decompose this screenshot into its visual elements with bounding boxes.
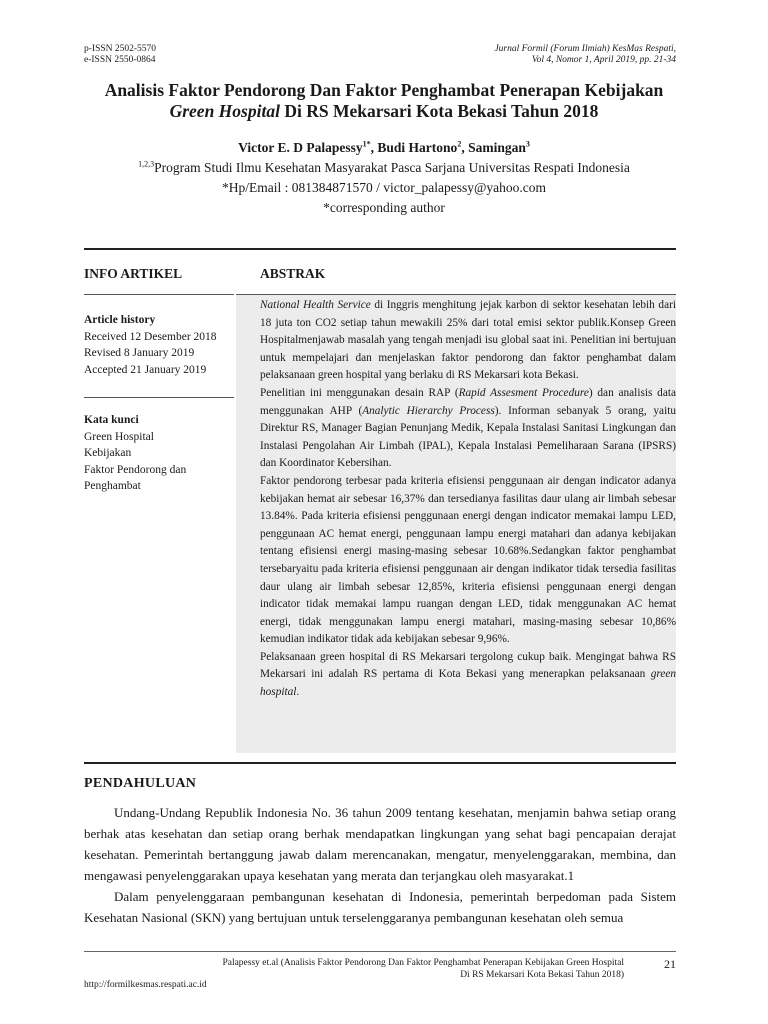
- abstract-p2-c: ) dan analisis data menggunakan AHP (: [260, 386, 676, 417]
- info-artikel-heading: INFO ARTIKEL: [84, 266, 183, 281]
- abstract-text: [260, 297, 676, 702]
- citation-line-2: Di RS Mekarsari Kota Bekasi Tahun 2018): [460, 970, 624, 980]
- affiliation: [60, 158, 708, 178]
- journal-info: [494, 44, 676, 66]
- journal-volume: Vol 4, Nomor 1, April 2019, pp. 21-34: [531, 55, 676, 65]
- issn-block: [84, 44, 156, 66]
- keywords: [84, 412, 234, 495]
- abstract-p1-text: di Inggris menghitung jejak karbon di sektor kesehatan lebih dari 18 juta ton CO2 setiap tahun mewakili 25% dari total emisi sektor publik.Konsep Green Hospitalmenjawab masalah yang tengah menjadi isu global saat ini. Penelitian ini bertujuan untuk mempelajari dan menjelaskan faktor pendorong dan faktor penghambat dalam pelaksanaan green hospital yang berlaku di RS Mekarsari kota Bekasi.: [260, 299, 676, 382]
- journal-name: Jurnal Formil (Forum Ilmiah) KesMas Respati,: [494, 44, 676, 54]
- keyword: Penghambat: [84, 480, 141, 492]
- accepted-date: Accepted 21 January 2019: [84, 363, 207, 376]
- pendahuluan-heading: PENDAHULUAN: [84, 776, 197, 791]
- introduction-body: [84, 802, 676, 928]
- author-1: Victor E. D Palapessy: [238, 140, 363, 155]
- keywords-label: Kata kunci: [84, 414, 139, 426]
- abstract-p4-italic: green hospital: [260, 668, 676, 699]
- title-italic-term: Green Hospital: [169, 101, 280, 121]
- abstract-paragraph-1: [260, 297, 676, 385]
- title-line-2: [60, 101, 708, 122]
- abstract-paragraph-2: [260, 385, 676, 473]
- corresponding-author: *corresponding author: [323, 200, 445, 215]
- keyword: Green Hospital: [84, 430, 154, 443]
- citation-line-1: Palapessy et.al (Analisis Faktor Pendorong Dan Faktor Penghambat Penerapan Kebijakan Green Hospital: [222, 958, 624, 968]
- author-2: , Budi Hartono: [370, 140, 458, 155]
- abstract-p2-italic-2: Analytic Hierarchy Process: [362, 404, 495, 417]
- abstract-p2-a: Penelitian ini menggunakan desain RAP (: [260, 386, 459, 399]
- article-history: [84, 312, 234, 378]
- title-line-1: Analisis Faktor Pendorong Dan Faktor Penghambat Penerapan Kebijakan: [104, 80, 664, 100]
- author-2-sup: 2: [457, 139, 462, 149]
- top-divider: [84, 248, 676, 250]
- abstract-paragraph-3: Faktor pendorong terbesar pada kriteria efisiensi penggunaan air dengan indicator adanya kebijakan hemat air sebesar 16,37% dan tersedianya fasilitas daur ulang air limbah sebesar 13.84%. Pada kriteria efisiensi penggunaan energi dengan indicator memakai lampu LED, penggunaan AC hemat energi, penggunaan lampu energi matahari dan adanya kebijakan tentang efisiensi energi masing-masing sebesar 10.68%.Sedangkan faktor penghambat tersebaryaitu pada kriteria efisiensi penggunaan air dengan indikator tidak tersedia fasilitas daur ulang air limbah sebesar 12,85%, kriteria efisiensi penggunaan energi dengan indicator tidak memakai lampu ruangan dengan LED, tidak menggunakan AC hemat energi, tidak menggunakan lampu energi matahari, masing-masing sebesar 10,86% kemudian indikator tidak ada kebijakan sebesar 9,96%.: [260, 474, 676, 646]
- abstract-p2-e: ). Informan sebanyak 5 orang, yaitu Direktur RS, Manager Bagian Penunjang Medik, Kepala Instalasi Sanitasi Lingkungan dan Instalasi Pengolahan Air Limbah (IPAL), Kepala Instalasi Pemeliharaan Sarana (IPSRS) dan Koordinator Kebersihan.: [260, 404, 676, 470]
- abstract-p4-c: .: [296, 686, 300, 699]
- intro-paragraph-1: Undang-Undang Republik Indonesia No. 36 tahun 2009 tentang kesehatan, menjamin bahwa setiap orang berhak atas kesehatan dan setiap orang berhak mendapatkan lingkungan yang sehat bagi pencapaian derajat kesehatan. Pemerintah bertanggung jawab dalam merencanakan, mengatur, menyelenggarakan, membina, dan mengawasi penyelenggarakan upaya kesehatan yang merata dan terjangkau oleh masyarakat.1: [84, 805, 676, 883]
- affiliation-text: Program Studi Ilmu Kesehatan Masyarakat Pasca Sarjana Universitas Respati Indonesia: [154, 160, 630, 175]
- info-divider-middle: [84, 397, 234, 398]
- abstract-bottom-divider: [84, 762, 676, 764]
- journal-url-link[interactable]: http://formilkesmas.respati.ac.id: [84, 980, 207, 990]
- abstract-italic-term: National Health Service: [260, 299, 371, 311]
- author-block: [60, 138, 708, 218]
- abstract-p4-a: Pelaksanaan green hospital di RS Mekarsari tergolong cukup baik. Mengingat bahwa RS Mekarsari ini adalah RS pertama di Kota Bekasi yang menerapkan pelaksanaan: [260, 650, 676, 681]
- paper-title: [60, 80, 708, 122]
- author-1-sup: 1*: [362, 139, 371, 149]
- footer-citation: [180, 957, 624, 981]
- title-line-2-rest: Di RS Mekarsari Kota Bekasi Tahun 2018: [279, 101, 599, 121]
- footer-divider: [84, 951, 676, 952]
- abstrak-heading: ABSTRAK: [260, 266, 326, 281]
- contact-line: *Hp/Email : 081384871570 / victor_palapessy@yahoo.com: [221, 180, 546, 195]
- author-names: [60, 138, 708, 158]
- intro-paragraph-2: Dalam penyelenggaraan pembangunan kesehatan di Indonesia, pemerintah berpedoman pada Sistem Kesehatan Nasional (SKN) yang bertujuan untuk terselenggaranya pembangunan kesehatan oleh semua: [84, 889, 676, 925]
- affiliation-sup: 1,2,3: [138, 159, 155, 169]
- p-issn: p-ISSN 2502-5570: [84, 44, 157, 54]
- e-issn: e-ISSN 2550-0864: [84, 55, 156, 65]
- page-number: 21: [664, 957, 676, 971]
- received-date: Received 12 Desember 2018: [84, 330, 217, 343]
- keyword: Kebijakan: [84, 447, 132, 459]
- keyword: Faktor Pendorong dan: [84, 463, 187, 476]
- revised-date: Revised 8 January 2019: [84, 347, 195, 359]
- info-divider-top: [84, 294, 234, 295]
- author-3-sup: 3: [525, 139, 530, 149]
- abstract-paragraph-4: [260, 649, 676, 702]
- abstract-p2-italic-1: Rapid Assesment Procedure: [458, 386, 589, 399]
- history-label: Article history: [84, 314, 156, 326]
- abstract-box: [236, 295, 676, 753]
- author-3: , Samingan: [461, 140, 526, 155]
